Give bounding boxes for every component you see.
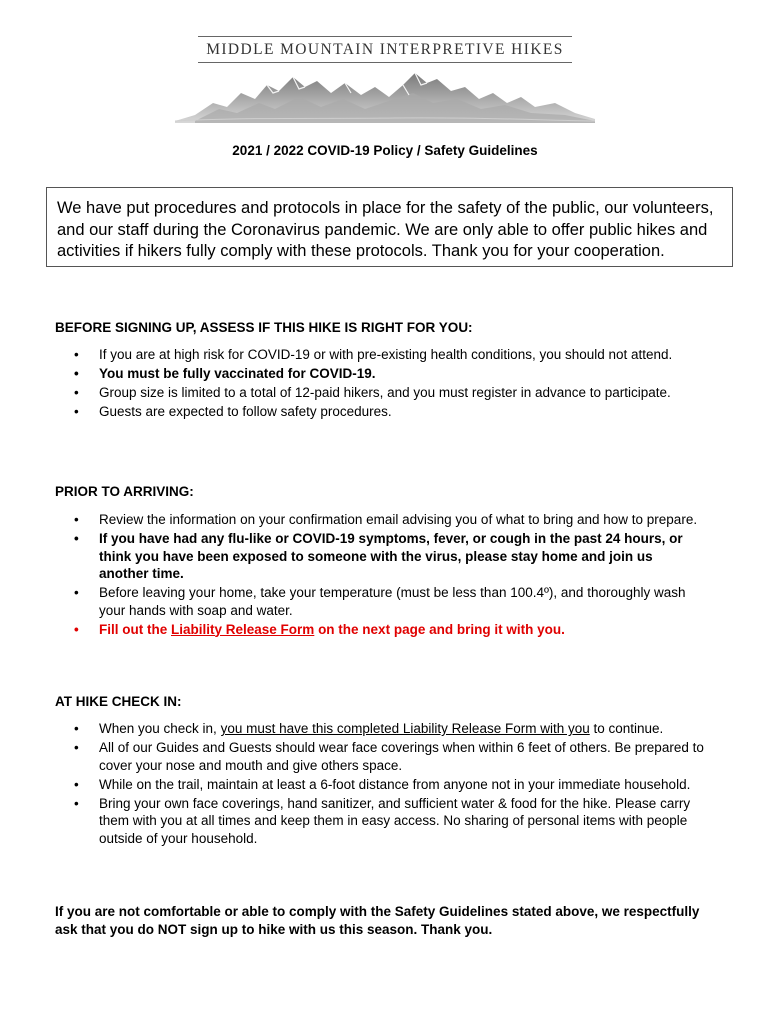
list-item: • Guests are expected to follow safety procedures. [55, 403, 705, 421]
intro-statement: We have put procedures and protocols in place for the safety of the public, our volunteers, and our staff during the Coronavirus pandemic. We are only able to offer public hikes and activities if hikers fully comply with these protocols. Thank you for your cooperation. [46, 187, 733, 267]
list-item: • Group size is limited to a total of 12-paid hikers, and you must register in advance to participate. [55, 384, 705, 402]
list-item: • All of our Guides and Guests should wear face coverings when within 6 feet of others. Be prepared to cover your nose and mouth and give others space. [55, 739, 705, 774]
list-item: • Review the information on your confirmation email advising you of what to bring and how to prepare. [55, 511, 705, 529]
list-item: • Bring your own face coverings, hand sanitizer, and sufficient water & food for the hike. Please carry them with you at all times and keep them in easy access. No sharing of personal items with people outside of your household. [55, 795, 705, 848]
page-title: 2021 / 2022 COVID-19 Policy / Safety Guidelines [232, 143, 538, 158]
list-item: • Before leaving your home, take your temperature (must be less than 100.4º), and thoroughly wash your hands with soap and water. [55, 584, 705, 619]
list-item: • If you are at high risk for COVID-19 or with pre-existing health conditions, you should not attend. [55, 346, 705, 364]
before-signing-up-list [55, 346, 705, 422]
section-heading-check-in: AT HIKE CHECK IN: [55, 694, 182, 709]
list-item: • If you have had any flu-like or COVID-19 symptoms, fever, or cough in the past 24 hours, or think you have been exposed to someone with the virus, please stay home and join us another time. [55, 530, 705, 583]
prior-to-arriving-list [55, 511, 705, 640]
release-form-text-after: on the next page and bring it with you. [314, 621, 565, 637]
check-in-text-before: When you check in, [99, 721, 221, 736]
section-heading-prior-to-arriving: PRIOR TO ARRIVING: [55, 484, 194, 499]
check-in-list [55, 720, 705, 849]
list-item-release-form [55, 621, 705, 639]
list-item [55, 720, 705, 738]
list-item: • While on the trail, maintain at least a 6-foot distance from anyone not in your immediate household. [55, 776, 705, 794]
closing-statement: If you are not comfortable or able to comply with the Safety Guidelines stated above, we respectfully ask that you do NOT sign up to hike with us this season. Thank you. [55, 904, 700, 937]
organization-name: MIDDLE MOUNTAIN INTERPRETIVE HIKES [198, 36, 572, 63]
list-item: • You must be fully vaccinated for COVID-19. [55, 365, 705, 383]
section-heading-before-signing-up: BEFORE SIGNING UP, ASSESS IF THIS HIKE IS RIGHT FOR YOU: [55, 320, 473, 335]
liability-release-form-link[interactable]: Liability Release Form [171, 621, 315, 637]
check-in-text-after: to continue. [589, 721, 664, 736]
release-form-text-before: Fill out the [99, 621, 171, 637]
check-in-underlined-text: you must have this completed Liability Release Form with you [220, 721, 590, 736]
mountain-range-illustration [175, 63, 595, 123]
letterhead [0, 36, 770, 123]
